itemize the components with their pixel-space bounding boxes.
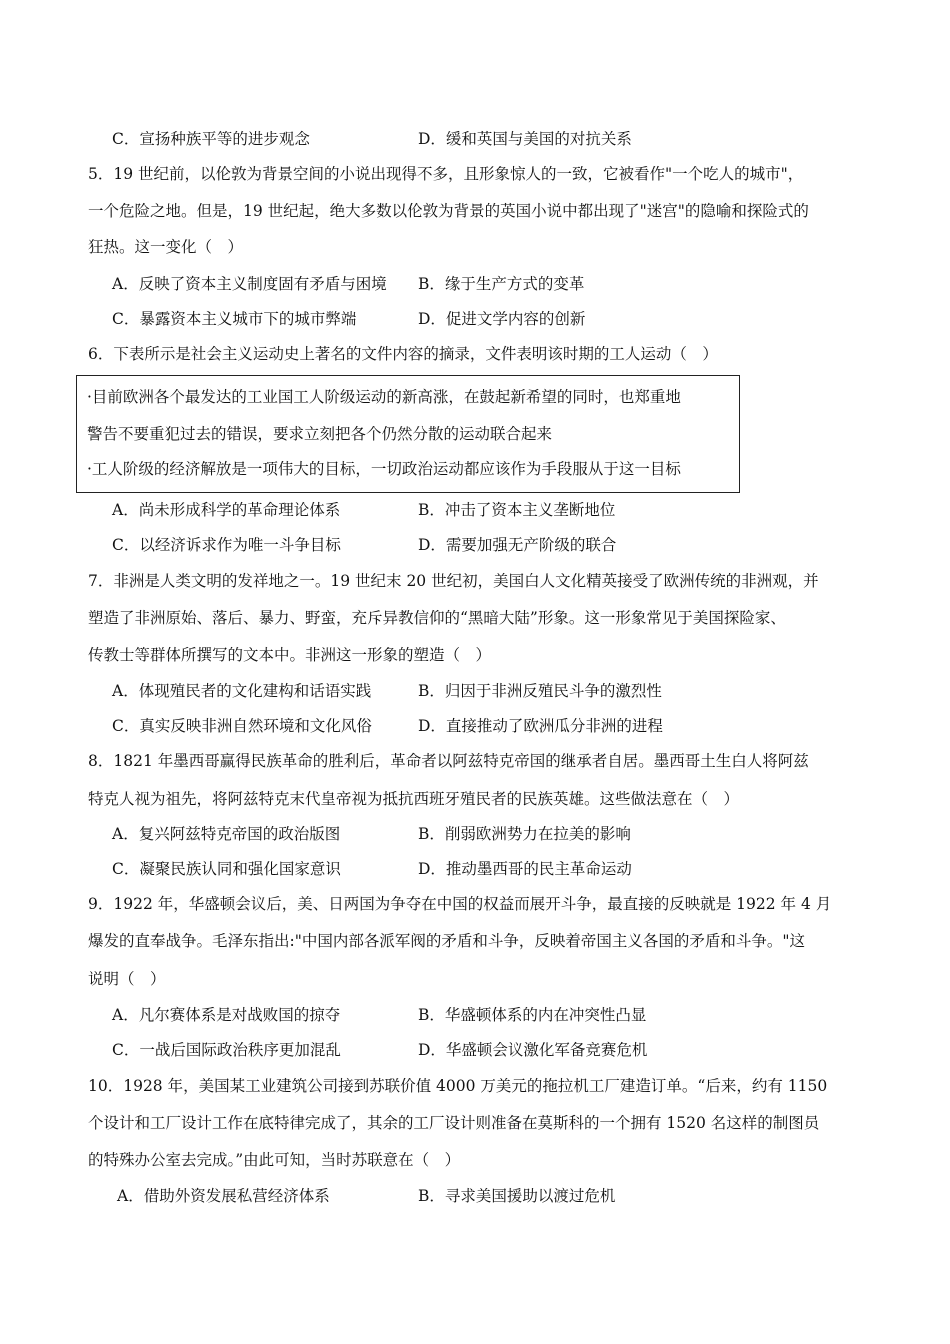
q6-option-d: D．需要加强无产阶级的联合 <box>418 536 617 554</box>
q8-stem-line-2: 特克人视为祖先，将阿兹特克末代皇帝视为抵抗西班牙殖民者的民族英雄。这些做法意在（ ） <box>88 790 740 808</box>
q7-option-c: C．真实反映非洲自然环境和文化风俗 <box>112 717 372 735</box>
q4-option-d: D．缓和英国与美国的对抗关系 <box>418 130 632 148</box>
q5-stem-line-3: 狂热。这一变化（ ） <box>88 238 244 256</box>
q5-stem-line-1: 5．19 世纪前，以伦敦为背景空间的小说出现得不多，且形象惊人的一致，它被看作"一个吃人的城市"， <box>88 165 804 183</box>
q7-stem-line-3: 传教士等群体所撰写的文本中。非洲这一形象的塑造（ ） <box>88 646 492 664</box>
q6-box-line-2: 警告不要重犯过去的错误，要求立刻把各个仍然分散的运动联合起来 <box>87 425 553 443</box>
q10-stem-line-2: 个设计和工厂设计工作在底特律完成了，其余的工厂设计则准备在莫斯科的一个拥有 1520 名这样的制图员 <box>88 1114 820 1132</box>
q6-box-line-1: ·目前欧洲各个最发达的工业国工人阶级运动的新高涨，在鼓起新希望的同时，也郑重地 <box>87 388 681 406</box>
q10-stem-line-3: 的特殊办公室去完成。”由此可知，当时苏联意在（ ） <box>88 1151 461 1169</box>
q10-option-a: A．借助外资发展私营经济体系 <box>117 1187 330 1205</box>
q7-stem-line-2: 塑造了非洲原始、落后、暴力、野蛮，充斥异教信仰的“黑暗大陆”形象。这一形象常见于美国探险家、 <box>88 609 786 627</box>
q9-option-b: B．华盛顿体系的内在冲突性凸显 <box>418 1006 647 1024</box>
q6-quote-box <box>76 375 740 493</box>
q5-option-c: C．暴露资本主义城市下的城市弊端 <box>112 310 357 328</box>
q7-stem-line-1: 7．非洲是人类文明的发祥地之一。19 世纪末 20 世纪初，美国白人文化精英接受了欧洲传统的非洲观，并 <box>88 572 819 590</box>
q8-stem-line-1: 8．1821 年墨西哥赢得民族革命的胜利后，革命者以阿兹特克帝国的继承者自居。墨西哥土生白人将阿兹 <box>88 752 809 770</box>
q5-option-b: B．缘于生产方式的变革 <box>418 275 585 293</box>
q5-option-a: A．反映了资本主义制度固有矛盾与困境 <box>112 275 387 293</box>
q6-option-c: C．以经济诉求作为唯一斗争目标 <box>112 536 341 554</box>
q6-box-line-3: ·工人阶级的经济解放是一项伟大的目标，一切政治运动都应该作为手段服从于这一目标 <box>87 460 681 478</box>
q6-option-b: B．冲击了资本主义垄断地位 <box>418 501 616 519</box>
q9-stem-line-2: 爆发的直奉战争。毛泽东指出:"中国内部各派军阀的矛盾和斗争，反映着帝国主义各国的矛盾和斗争。"这 <box>88 932 805 950</box>
q7-option-a: A．体现殖民者的文化建构和话语实践 <box>112 682 372 700</box>
q4-option-c: C．宣扬种族平等的进步观念 <box>112 130 310 148</box>
q9-option-c: C．一战后国际政治秩序更加混乱 <box>112 1041 341 1059</box>
q8-option-d: D．推动墨西哥的民主革命运动 <box>418 860 632 878</box>
q9-stem-line-3: 说明（ ） <box>88 970 166 988</box>
q6-stem: 6．下表所示是社会主义运动史上著名的文件内容的摘录，文件表明该时期的工人运动（ ） <box>88 345 718 363</box>
q9-stem-line-1: 9．1922 年，华盛顿会议后，美、日两国为争夺在中国的权益而展开斗争，最直接的反映就是 1922 年 4 月 <box>88 895 832 913</box>
q7-option-b: B．归因于非洲反殖民斗争的激烈性 <box>418 682 662 700</box>
q10-stem-line-1: 10．1928 年，美国某工业建筑公司接到苏联价值 4000 万美元的拖拉机工厂建造订单。“后来，约有 1150 <box>88 1077 828 1095</box>
q8-option-c: C．凝聚民族认同和强化国家意识 <box>112 860 341 878</box>
q8-option-a: A．复兴阿兹特克帝国的政治版图 <box>112 825 341 843</box>
q10-option-b: B．寻求美国援助以渡过危机 <box>418 1187 616 1205</box>
q5-stem-line-2: 一个危险之地。但是，19 世纪起，绝大多数以伦敦为背景的英国小说中都出现了"迷宫"的隐喻和探险式的 <box>88 202 809 220</box>
q7-option-d: D．直接推动了欧洲瓜分非洲的进程 <box>418 717 663 735</box>
q5-option-d: D．促进文学内容的创新 <box>418 310 586 328</box>
q8-option-b: B．削弱欧洲势力在拉美的影响 <box>418 825 631 843</box>
q6-option-a: A．尚未形成科学的革命理论体系 <box>112 501 341 519</box>
q9-option-d: D．华盛顿会议激化军备竞赛危机 <box>418 1041 648 1059</box>
q9-option-a: A．凡尔赛体系是对战败国的掠夺 <box>112 1006 341 1024</box>
